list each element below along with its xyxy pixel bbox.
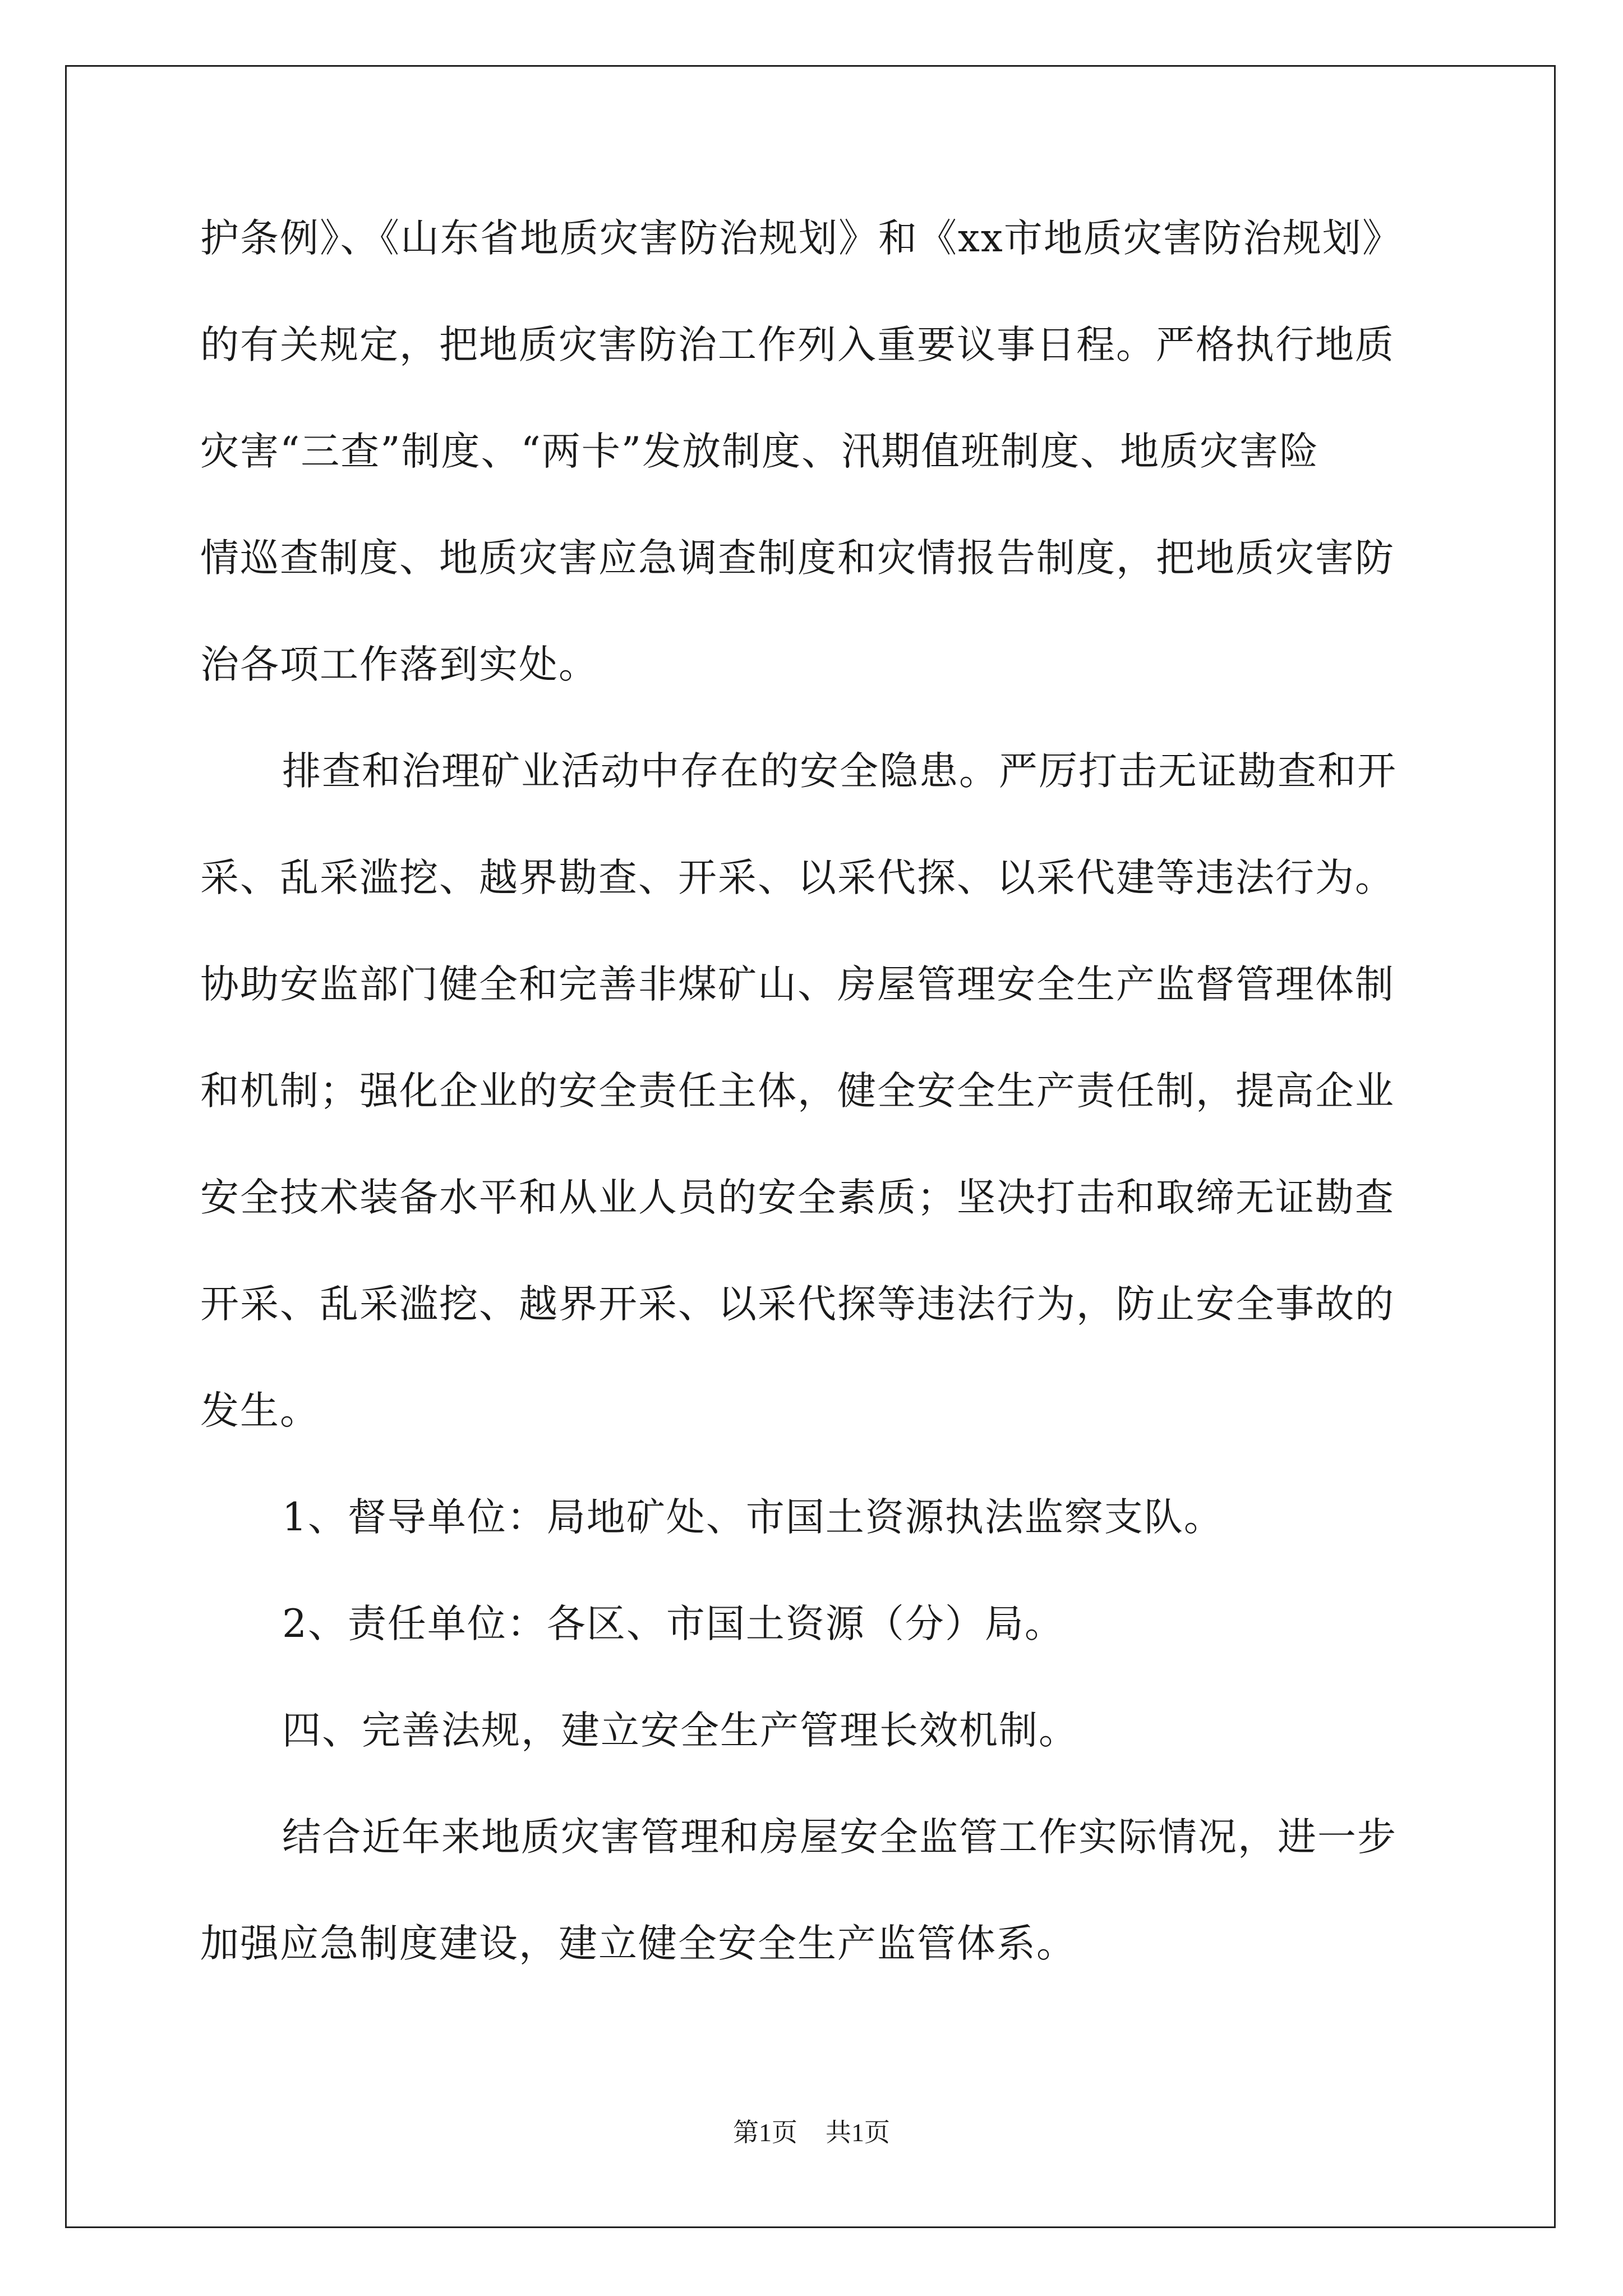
page-footer [0, 2112, 1623, 2149]
section-heading: 四、完善法规，建立安全生产管理长效机制。 [282, 1708, 1078, 1753]
text-line: 加强应急制度建设，建立健全安全生产监管体系。 [200, 1921, 1076, 1966]
page-total: 共1页 [826, 2118, 890, 2147]
text-line: 发生。 [200, 1388, 320, 1433]
text-line: 安全技术装备水平和从业人员的安全素质；坚决打击和取缔无证勘查 [200, 1175, 1395, 1220]
text-line: 护条例》、《山东省地质灾害防治规划》和《xx市地质灾害防治规划》 [200, 216, 1402, 261]
text-line: 灾害“三查”制度、“两卡”发放制度、汛期值班制度、地质灾害险 [200, 429, 1320, 474]
paragraph-start-line: 结合近年来地质灾害管理和房屋安全监管工作实际情况，进一步 [282, 1815, 1397, 1860]
list-item: 1、督导单位：局地矿处、市国土资源执法监察支队。 [282, 1495, 1224, 1540]
text-line: 协助安监部门健全和完善非煤矿山、房屋管理安全生产监督管理体制 [200, 962, 1395, 1007]
list-item: 2、责任单位：各区、市国土资源（分）局。 [282, 1602, 1064, 1646]
text-line: 开采、乱采滥挖、越界开采、以采代探等违法行为，防止安全事故的 [200, 1282, 1395, 1327]
text-line: 的有关规定，把地质灾害防治工作列入重要议事日程。严格执行地质 [200, 323, 1395, 367]
document-body [200, 185, 1423, 1997]
text-line: 治各项工作落到实处。 [200, 642, 598, 687]
text-line: 和机制；强化企业的安全责任主体，健全安全生产责任制，提高企业 [200, 1069, 1395, 1114]
text-line: 情巡查制度、地质灾害应急调查制度和灾情报告制度，把地质灾害防 [200, 536, 1395, 581]
paragraph-start-line: 排查和治理矿业活动中存在的安全隐患。严厉打击无证勘查和开 [282, 749, 1397, 794]
page-number: 第1页 [733, 2118, 797, 2147]
text-line: 采、乱采滥挖、越界勘查、开采、以采代探、以采代建等违法行为。 [200, 855, 1395, 900]
